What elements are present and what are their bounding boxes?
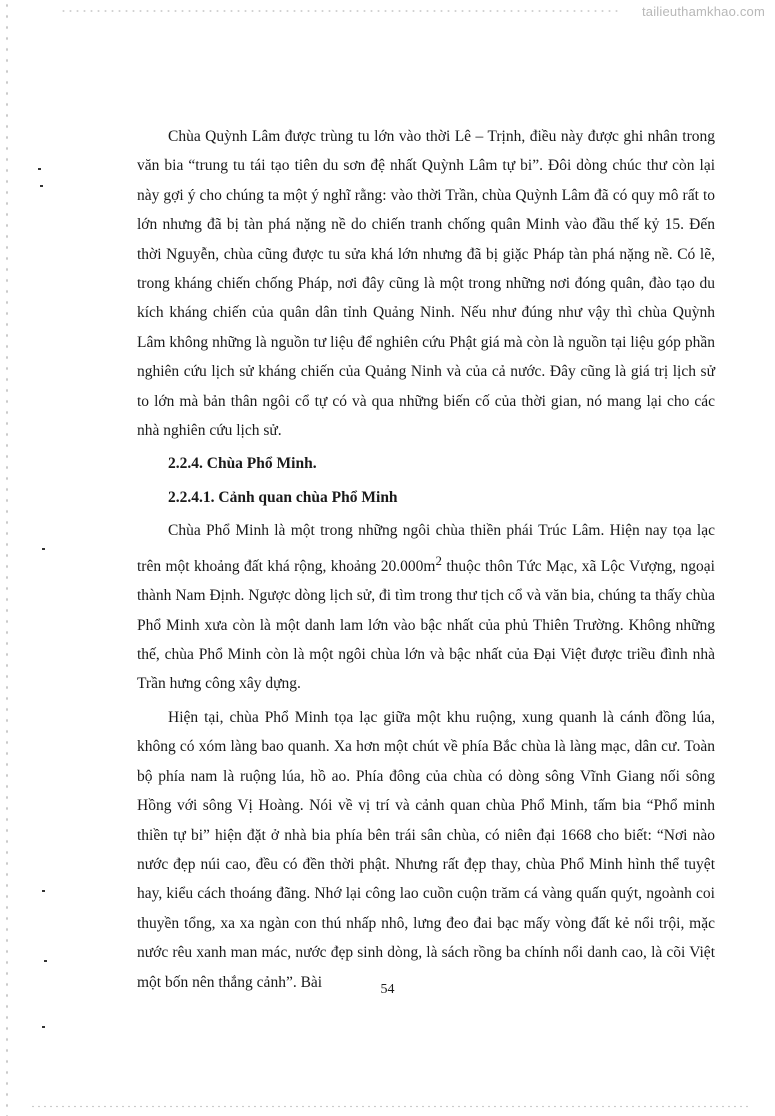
superscript: 2 xyxy=(435,552,442,568)
margin-mark xyxy=(44,960,47,962)
scan-noise-bottom xyxy=(30,1104,750,1110)
page-number: 54 xyxy=(380,982,395,997)
subsection-heading: 2.2.4.1. Cảnh quan chùa Phổ Minh xyxy=(168,488,398,506)
margin-mark xyxy=(42,548,45,550)
scan-noise-top xyxy=(60,8,620,16)
paragraph-quynh-lam: Chùa Quỳnh Lâm được trùng tu lớn vào thời Lê – Trịnh, điều này được ghi nhân trong văn bia “trung tu tái tạo tiên du sơn đệ nhất Quỳnh Lâm tự bi”. Đôi dòng chúc thư còn lại này gợi ý cho chúng ta một ý nghĩ rằng: vào thời Trần, chùa Quỳnh Lâm đã có quy mô rất to lớn nhưng đã bị tàn phá nặng nề do chiến tranh chống quân Minh vào đầu thế kỷ 15. Đến thời Nguyễn, chùa cũng được tu sửa khá lớn nhưng đã bị giặc Pháp tàn phá nặng nề. Có lẽ, trong kháng chiến chống Pháp, nơi đây cũng là một trong những nơi đóng quân, đào tạo du kích kháng chiến của quân dân tỉnh Quảng Ninh. Nếu như đúng như vậy thì chùa Quỳnh Lâm không những là nguồn tư liệu để nghiên cứu Phật giá mà còn là nguồn tại liệu góp phần nghiên cứu lịch sử kháng chiến của Quảng Ninh và của cả nước. Đây cũng là giá trị lịch sử to lớn mà bản thân ngôi cổ tự có và qua những biến cố của thời gian, nó mang lại cho các nhà nghiên cứu lịch sử. xyxy=(137,128,715,440)
paragraph-pho-minh-landscape: Hiện tại, chùa Phổ Minh tọa lạc giữa một khu ruộng, xung quanh là cánh đồng lúa, không có xóm làng bao quanh. Xa hơn một chút về phía Bắc chùa là làng mạc, dân cư. Toàn bộ phía nam là ruộng lúa, hồ ao. Phía đông của chùa có dòng sông Vĩnh Giang nối sông Hồng với sông Vị Hoàng. Nói về vị trí và cảnh quan chùa Phổ Minh, tấm bia “Phổ minh thiền tự bi” hiện đặt ở nhà bia phía bên trái sân chùa, có niên đại 1668 cho biết: “Nơi nào nước đẹp núi cao, đều có đền thời phật. Nhưng rất đẹp thay, chùa Phổ Minh hình thể tuyệt hay, kiểu cách thoáng đãng. Nhớ lại công lao cuồn cuộn trăm cá vàng quấn quýt, ngoành coi thuyền tổng, xa xa ngàn con thú nhấp nhô, lưng đeo đai bạc mấy vòng đất kẻ nổi trội, mặc nước rêu xanh man mác, nước đẹp sinh dòng, là sách rồng ba chính nổi danh cao, là cõi Việt một bốn nên thắng cảnh”. Bài xyxy=(137,708,715,991)
paragraph-text: Chùa Phổ Minh là một trong những ngôi chùa thiền phái Trúc Lâm. Hiện nay tọa lạc trên một khoảng đất khá rộng, khoảng 20.000m xyxy=(137,522,715,575)
scan-noise-left xyxy=(4,0,12,1116)
watermark-text: tailieuthamkhao.com xyxy=(641,4,765,19)
margin-mark xyxy=(42,890,45,892)
paragraph-text: thuộc thôn Tức Mạc, xã Lộc Vượng, ngoại thành Nam Định. Ngược dòng lịch sử, đi tìm trong thư tịch cổ và văn bia, chúng ta thấy chùa Phổ Minh xưa còn là một danh lam lớn vào bậc nhất của phủ Thiên Trường. Không những thế, chùa Phổ Minh còn là một ngôi chùa lớn và bậc nhất của Đại Việt được triều đình nhà Trần hưng công xây dựng. xyxy=(137,557,715,693)
margin-mark xyxy=(42,1026,45,1028)
margin-mark xyxy=(40,185,43,187)
document-body xyxy=(137,122,715,1001)
section-heading: 2.2.4. Chùa Phổ Minh. xyxy=(168,455,317,473)
paragraph-pho-minh-intro xyxy=(137,516,715,699)
margin-mark xyxy=(38,168,41,170)
